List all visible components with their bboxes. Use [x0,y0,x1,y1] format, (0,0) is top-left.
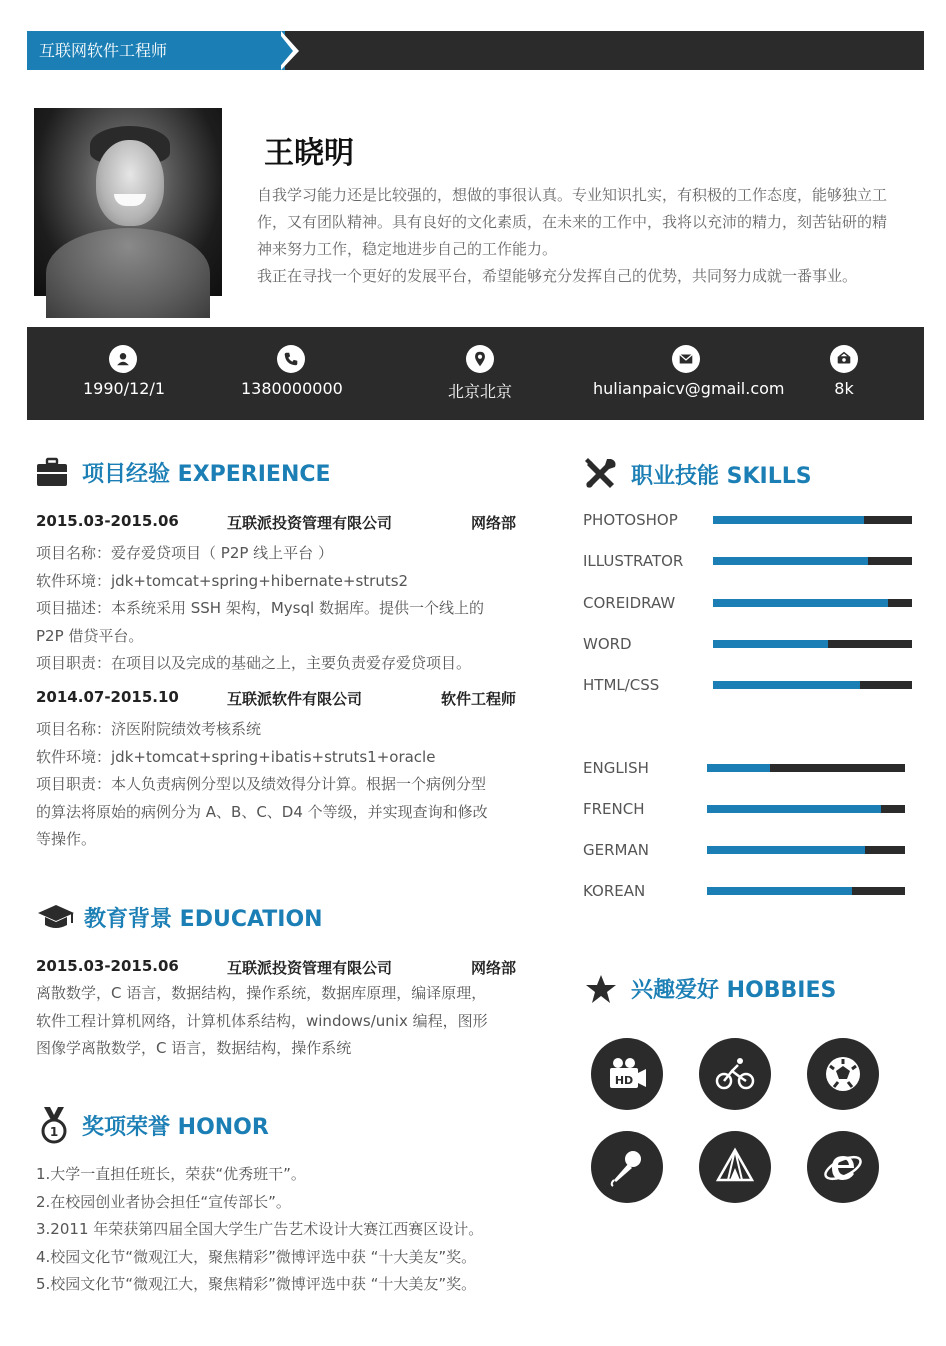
skill-bar-fill [707,764,770,772]
tools-icon [583,457,617,491]
job-title-tag [27,31,285,70]
contact-phone: 1380000000 [241,345,341,398]
money-icon [830,345,858,373]
contact-birthday: 1990/12/1 [83,345,163,398]
skill-label: FRENCH [583,800,645,818]
mail-icon [672,345,700,373]
honor-list: 1.大学一直担任班长，荣获“优秀班干”。 2.在校园创业者协会担任“宣传部长”。 3.2011 年荣获第四届全国大学生广告艺术设计大赛江西赛区设计。 4.校园文化节“微观江大，聚焦精彩”微博评选中获 “十大美友”奖。 5.校园文化节“微观江大，聚焦精彩”微博评选中获 “十大美友”奖。 [36,1165,484,1293]
experience-header [36,457,331,488]
language-skill-french [583,799,913,819]
experience-entry-1-details: 项目名称：爱存爱贷项目（ P2P 线上平台 ） 软件环境：jdk+tomcat+spring+hibernate+struts2 项目描述：本系统采用 SSH 架构，Mysql 数据库。提供一个线上的 P2P 借贷平台。 项目职责：在项目以及完成的基础之上，主要负责爱存爱贷项目。 [36,544,484,672]
software-skill-coreidraw [583,593,913,613]
star-icon [585,974,617,1004]
skill-label: HTML/CSS [583,676,660,695]
experience-entry-2-details: 项目名称：济医附院绩效考核系统 软件环境：jdk+tomcat+spring+ibatis+struts1+oracle 项目职责：本人负责病例分型以及绩效得分计算。根据一个病例分型 的算法将原始的病例分为 A、B、C、D4 个等级，并实现查询和修改 等操作。 [36,720,488,848]
language-skill-english [583,758,913,778]
phone-icon [277,345,305,373]
language-skill-german [583,840,913,860]
hobbies-title: 兴趣爱好 HOBBIES [631,978,837,1003]
skill-bar-fill [707,846,865,854]
microphone-icon [591,1131,663,1203]
language-skill-korean [583,881,913,901]
experience-title: 项目经验 EXPERIENCE [82,462,331,487]
skill-bar-fill [713,640,828,648]
skill-bar-track [707,805,905,813]
svg-text:HD: HD [614,1074,634,1087]
hobbies-header [585,973,836,1004]
skill-bar-track [713,599,912,607]
skill-label: COREIDRAW [583,593,676,612]
skills-header [583,457,812,491]
graduation-cap-icon [36,903,76,933]
skill-bar-track [713,516,912,524]
self-introduction: 自我学习能力还是比较强的，想做的事很认真。专业知识扎实，有积极的工作态度，能够独立工 作，又有团队精神。具有良好的文化素质，在未来的工作中，我将以充沛的精力，刻苦钻研的精 神来努力工作，稳定地进步自己的工作能力。 我正在寻找一个更好的发展平台，希望能够充分发挥自己的优势，共同努力成就一番事业。 [257,186,888,285]
skill-label: GERMAN [583,841,649,859]
skill-bar-track [713,640,912,648]
skill-bar-track [713,681,912,689]
person-name: 王晓明 [264,136,354,171]
skill-bar-fill [707,805,881,813]
skill-bar-fill [707,887,852,895]
software-skill-illustrator [583,551,913,571]
experience-entry-1-head: 2015.03-2015.06 互联派投资管理有限公司 网络部 [36,512,516,532]
contact-location: 北京北京 [440,345,520,402]
top-banner [27,31,924,70]
user-icon [109,345,137,373]
skill-bar-fill [713,516,864,524]
location-pin-icon [466,345,494,373]
contact-bar [27,327,924,420]
skill-label: WORD [583,634,632,653]
software-skill-htmlcss [583,675,913,695]
skill-bar-fill [713,599,888,607]
hd-video-icon [591,1038,663,1110]
svg-text:1: 1 [49,1125,59,1139]
soccer-ball-icon [807,1038,879,1110]
skill-label: ENGLISH [583,759,649,777]
medal-icon [40,1106,68,1144]
software-skill-photoshop [583,510,913,530]
skill-label: PHOTOSHOP [583,511,678,529]
contact-salary: 8k [824,345,864,398]
cycling-icon [699,1038,771,1110]
briefcase-icon [36,458,68,488]
skill-bar-track [707,846,905,854]
education-header [36,902,323,933]
honor-header [40,1106,269,1144]
education-courses: 离散数学，C 语言，数据结构，操作系统，数据库原理，编译原理， 软件工程计算机网络，计算机体系结构，windows/unix 编程，图形 图像学离散数学，C 语言，数据结构，操作系统 [36,984,488,1057]
skill-bar-track [707,764,905,772]
skill-bar-fill [713,681,860,689]
skill-label: KOREAN [583,882,646,900]
camping-tent-icon [699,1131,771,1203]
experience-entry-2-head: 2014.07-2015.10 互联派软件有限公司 软件工程师 [36,688,516,708]
skills-title: 职业技能 SKILLS [631,463,812,489]
skill-bar-track [713,557,912,565]
job-title: 互联网软件工程师 [39,41,168,60]
skill-label: ILLUSTRATOR [583,552,684,571]
education-title: 教育背景 EDUCATION [84,907,323,932]
honor-title: 奖项荣誉 HONOR [82,1114,269,1140]
contact-email[interactable]: hulianpaicv@gmail.com [593,345,779,398]
skill-bar-track [707,887,905,895]
software-skill-word [583,634,913,654]
internet-explorer-icon [807,1131,879,1203]
skill-bar-fill [713,557,868,565]
profile-photo [34,108,222,296]
education-entry-head: 2015.03-2015.06 互联派投资管理有限公司 网络部 [36,957,516,977]
